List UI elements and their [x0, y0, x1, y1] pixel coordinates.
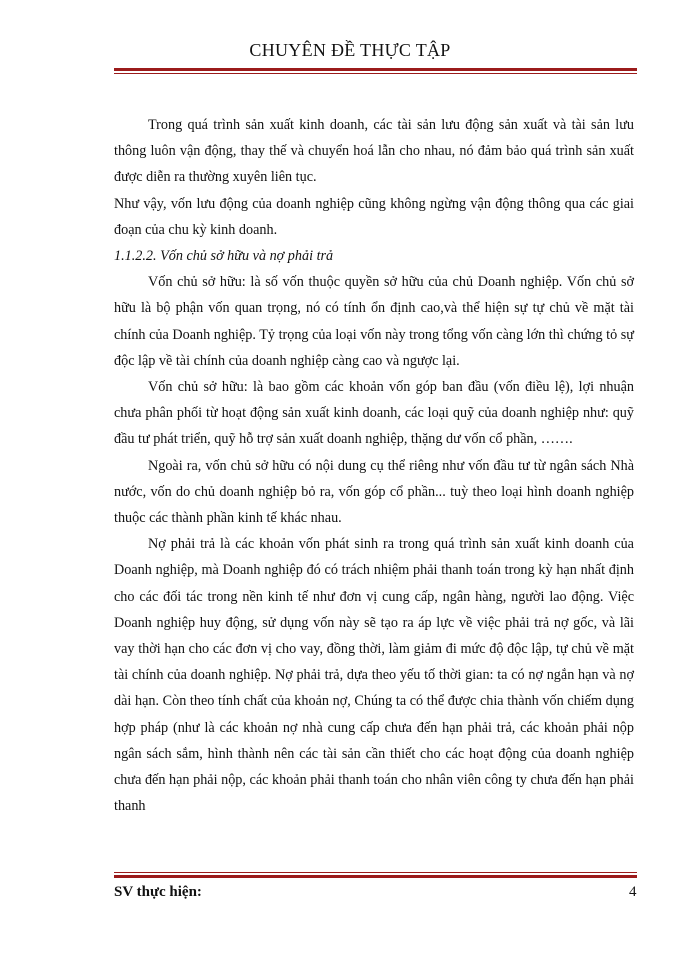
paragraph-2: Như vậy, vốn lưu động của doanh nghiệp cũng không ngừng vận động thông qua các giai đoạn của chu kỳ kinh doanh. — [114, 195, 634, 238]
header-rule-thick — [114, 68, 637, 71]
document-body — [114, 112, 634, 819]
paragraph-4: Vốn chủ sở hữu: là bao gồm các khoản vốn góp ban đầu (vốn điều lệ), lợi nhuận chưa phân phối từ hoạt động sản xuất kinh doanh, các loại quỹ của doanh nghiệp như: quỹ đầu tư phát triển, quỹ hỗ trợ sản xuất doanh nghiệp, thặng dư vốn cổ phần, ……. — [114, 379, 634, 448]
header-rule-thin — [114, 73, 637, 74]
page-header-title: CHUYÊN ĐỀ THỰC TẬP — [249, 40, 451, 60]
paragraph-5: Ngoài ra, vốn chủ sở hữu có nội dung cụ thể riêng như vốn đầu tư từ ngân sách Nhà nước, vốn do chủ doanh nghiệp bỏ ra, vốn góp cổ phần... tuỳ theo loại hình doanh nghiệp thuộc các thành phần kinh tế khác nhau. — [114, 457, 634, 527]
paragraph-6: Nợ phải trả là các khoản vốn phát sinh ra trong quá trình sản xuất kinh doanh của Doanh nghiệp, mà Doanh nghiệp đó có trách nhiệm phải thanh toán trong kỳ hạn nhất định cho các đối tác trong nền kinh tế như đơn vị cung cấp, ngân hàng, người lao động. Việc Doanh nghiệp huy động, sử dụng vốn này sẽ tạo ra áp lực về việc phải trả nợ gốc, và lãi vay thời hạn cho các đơn vị cho vay, đồng thời, làm giảm đi mức độ độc lập, tự chủ về mặt tài chính của doanh nghiệp. Nợ phải trả, dựa theo yếu tố thời gian: ta có nợ ngắn hạn và nợ dài hạn. Còn theo tính chất của khoản nợ, Chúng ta có thể được chia thành vốn chiếm dụng hợp pháp (như là các khoản nợ nhà cung cấp chưa đến hạn phải trả, các khoản phải nộp ngân sách sắm, hình thành nên các tài sản cần thiết cho các hoạt động của doanh nghiệp chưa đến hạn phải nộp, các khoản phải thanh toán cho nhân viên công ty chưa đến hạn phải thanh — [114, 536, 634, 815]
section-heading: 1.1.2.2. Vốn chủ sở hữu và nợ phải trả — [114, 248, 334, 265]
paragraph-1: Trong quá trình sản xuất kinh doanh, các tài sản lưu động sản xuất và tài sản lưu thông luôn vận động, thay thế và chuyển hoá lẫn cho nhau, nó đảm bảo quá trình sản xuất được diễn ra thường xuyên liên tục. — [114, 117, 634, 186]
footer-rule-thick — [114, 875, 637, 878]
paragraph-3: Vốn chủ sở hữu: là số vốn thuộc quyền sở hữu của chủ Doanh nghiệp. Vốn chủ sở hữu là bộ phận vốn quan trọng, nó có tính ổn định cao,và thể hiện sự tự chủ về mặt tài chính của Doanh nghiệp. Tỷ trọng của loại vốn này trong tổng vốn càng lớn thì chứng tỏ sự độc lập về tài chính của doanh nghiệp càng cao và ngược lại. — [114, 274, 634, 369]
footer-rule-thin — [114, 872, 637, 873]
page-number: 4 — [629, 884, 637, 900]
footer-author-label: SV thực hiện: — [114, 884, 202, 900]
